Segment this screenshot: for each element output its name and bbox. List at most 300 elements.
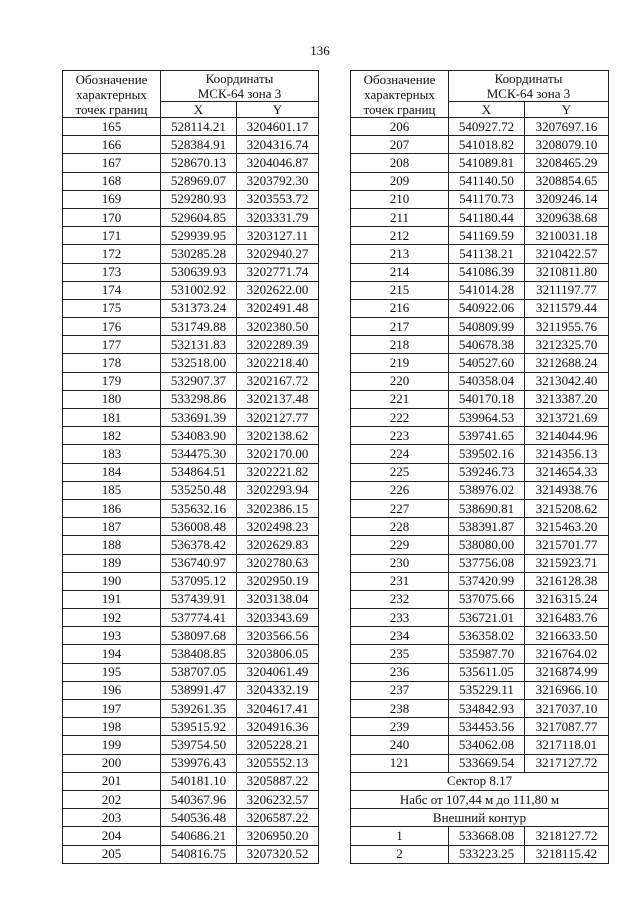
x-coordinate-cell: 540358.04 xyxy=(449,372,525,390)
x-coordinate-cell: 540181.10 xyxy=(161,772,237,790)
coordinates-table-left xyxy=(62,70,319,864)
y-coordinate-cell: 3202289.39 xyxy=(237,336,319,354)
point-number-cell: 168 xyxy=(63,172,161,190)
y-coordinate-cell: 3203343.69 xyxy=(237,609,319,627)
table-row xyxy=(63,390,319,408)
sector-subtitle: Набс от 107,44 м до 111,80 м xyxy=(351,790,609,808)
point-number-cell: 176 xyxy=(63,318,161,336)
table-row xyxy=(63,663,319,681)
table-row xyxy=(63,318,319,336)
point-number-cell: 219 xyxy=(351,354,449,372)
x-coordinate-cell: 536721.01 xyxy=(449,609,525,627)
point-number-cell: 235 xyxy=(351,645,449,663)
table-row xyxy=(351,736,609,754)
table-row xyxy=(63,809,319,827)
table-row xyxy=(63,518,319,536)
y-coordinate-cell: 3206587.22 xyxy=(237,809,319,827)
y-coordinate-cell: 3214044.96 xyxy=(525,427,609,445)
y-coordinate-cell: 3202218.40 xyxy=(237,354,319,372)
table-row xyxy=(351,154,609,172)
x-coordinate-cell: 539741.65 xyxy=(449,427,525,445)
point-number-cell: 184 xyxy=(63,463,161,481)
x-coordinate-cell: 540922.06 xyxy=(449,299,525,317)
y-coordinate-cell: 3205887.22 xyxy=(237,772,319,790)
table-row xyxy=(351,499,609,517)
x-coordinate-cell: 529604.85 xyxy=(161,208,237,226)
x-coordinate-cell: 534842.93 xyxy=(449,700,525,718)
point-number-cell: 225 xyxy=(351,463,449,481)
point-number-cell: 190 xyxy=(63,572,161,590)
table-row xyxy=(63,481,319,499)
y-coordinate-cell: 3214356.13 xyxy=(525,445,609,463)
x-coordinate-cell: 538097.68 xyxy=(161,627,237,645)
y-coordinate-cell: 3202629.83 xyxy=(237,536,319,554)
table-row xyxy=(351,627,609,645)
y-coordinate-cell: 3216764.02 xyxy=(525,645,609,663)
table-row xyxy=(63,427,319,445)
y-coordinate-cell: 3211955.76 xyxy=(525,318,609,336)
y-coordinate-cell: 3211579.44 xyxy=(525,299,609,317)
x-coordinate-cell: 540927.72 xyxy=(449,118,525,136)
x-coordinate-cell: 540527.60 xyxy=(449,354,525,372)
x-coordinate-cell: 538707.05 xyxy=(161,663,237,681)
y-coordinate-cell: 3210422.57 xyxy=(525,245,609,263)
table-row xyxy=(351,463,609,481)
table-row xyxy=(351,336,609,354)
y-coordinate-cell: 3202221.82 xyxy=(237,463,319,481)
point-number-cell: 227 xyxy=(351,499,449,517)
x-coordinate-cell: 540170.18 xyxy=(449,390,525,408)
table-row xyxy=(63,463,319,481)
y-coordinate-cell: 3202498.23 xyxy=(237,518,319,536)
table-row xyxy=(63,536,319,554)
page-number: 136 xyxy=(310,43,330,58)
point-number-cell: 177 xyxy=(63,336,161,354)
x-coordinate-cell: 541086.39 xyxy=(449,263,525,281)
x-coordinate-cell: 540536.48 xyxy=(161,809,237,827)
table-row xyxy=(63,790,319,808)
y-coordinate-cell: 3203553.72 xyxy=(237,190,319,208)
point-number-cell: 224 xyxy=(351,445,449,463)
x-header: X xyxy=(449,102,525,118)
y-coordinate-cell: 3202940.27 xyxy=(237,245,319,263)
y-coordinate-cell: 3213387.20 xyxy=(525,390,609,408)
table-row xyxy=(351,645,609,663)
point-number-cell: 195 xyxy=(63,663,161,681)
x-coordinate-cell: 536008.48 xyxy=(161,518,237,536)
table-row xyxy=(351,536,609,554)
y-coordinate-cell: 3216874.99 xyxy=(525,663,609,681)
point-number-cell: 175 xyxy=(63,299,161,317)
x-coordinate-cell: 541140.50 xyxy=(449,172,525,190)
point-number-cell: 221 xyxy=(351,390,449,408)
table-row xyxy=(63,263,319,281)
point-number-cell: 185 xyxy=(63,481,161,499)
x-coordinate-cell: 541018.82 xyxy=(449,136,525,154)
point-number-cell: 233 xyxy=(351,609,449,627)
table-row xyxy=(63,718,319,736)
y-coordinate-cell: 3207697.16 xyxy=(525,118,609,136)
y-coordinate-cell: 3217118.01 xyxy=(525,736,609,754)
x-coordinate-cell: 539261.35 xyxy=(161,700,237,718)
y-coordinate-cell: 3215463.20 xyxy=(525,518,609,536)
y-coordinate-cell: 3217127.72 xyxy=(525,754,609,772)
point-number-cell: 229 xyxy=(351,536,449,554)
y-coordinate-cell: 3211197.77 xyxy=(525,281,609,299)
x-coordinate-cell: 532907.37 xyxy=(161,372,237,390)
point-number-cell: 178 xyxy=(63,354,161,372)
y-coordinate-cell: 3218115.42 xyxy=(525,845,609,863)
sector-title: Сектор 8.17 xyxy=(351,772,609,790)
x-coordinate-cell: 538976.02 xyxy=(449,481,525,499)
point-number-cell: 240 xyxy=(351,736,449,754)
point-number-cell: 220 xyxy=(351,372,449,390)
point-number-cell: 203 xyxy=(63,809,161,827)
x-coordinate-cell: 530285.28 xyxy=(161,245,237,263)
y-coordinate-cell: 3208465.29 xyxy=(525,154,609,172)
point-number-cell: 202 xyxy=(63,790,161,808)
table-row xyxy=(63,190,319,208)
table-row xyxy=(351,208,609,226)
table-row xyxy=(351,518,609,536)
point-number-cell: 166 xyxy=(63,136,161,154)
y-coordinate-cell: 3202293.94 xyxy=(237,481,319,499)
point-number-cell: 205 xyxy=(63,845,161,863)
y-coordinate-cell: 3217037.10 xyxy=(525,700,609,718)
point-number-cell: 193 xyxy=(63,627,161,645)
point-number-cell: 173 xyxy=(63,263,161,281)
x-coordinate-cell: 531373.24 xyxy=(161,299,237,317)
y-coordinate-cell: 3207320.52 xyxy=(237,845,319,863)
point-number-cell: 191 xyxy=(63,590,161,608)
point-number-cell: 228 xyxy=(351,518,449,536)
table-row xyxy=(351,609,609,627)
point-number-cell: 232 xyxy=(351,590,449,608)
point-number-cell: 212 xyxy=(351,227,449,245)
x-coordinate-cell: 539754.50 xyxy=(161,736,237,754)
x-coordinate-cell: 532131.83 xyxy=(161,336,237,354)
point-number-cell: 215 xyxy=(351,281,449,299)
x-coordinate-cell: 536378.42 xyxy=(161,536,237,554)
y-coordinate-cell: 3209638.68 xyxy=(525,208,609,226)
table-row xyxy=(351,681,609,699)
table-row xyxy=(351,718,609,736)
x-coordinate-cell: 540686.21 xyxy=(161,827,237,845)
x-coordinate-cell: 535250.48 xyxy=(161,481,237,499)
y-coordinate-cell: 3214938.76 xyxy=(525,481,609,499)
point-number-cell: 209 xyxy=(351,172,449,190)
coordinates-table-right xyxy=(350,70,609,864)
point-number-cell: 2 xyxy=(351,845,449,863)
point-number-cell: 180 xyxy=(63,390,161,408)
table-row xyxy=(63,281,319,299)
x-coordinate-cell: 533223.25 xyxy=(449,845,525,863)
point-number-cell: 237 xyxy=(351,681,449,699)
x-coordinate-cell: 539515.92 xyxy=(161,718,237,736)
table-row xyxy=(351,845,609,863)
table-row xyxy=(351,136,609,154)
x-coordinate-cell: 539976.43 xyxy=(161,754,237,772)
point-number-cell: 196 xyxy=(63,681,161,699)
table-row xyxy=(63,208,319,226)
point-number-cell: 1 xyxy=(351,827,449,845)
table-row xyxy=(351,572,609,590)
y-coordinate-cell: 3203138.04 xyxy=(237,590,319,608)
y-coordinate-cell: 3202771.74 xyxy=(237,263,319,281)
x-coordinate-cell: 537439.91 xyxy=(161,590,237,608)
point-number-cell: 211 xyxy=(351,208,449,226)
x-coordinate-cell: 540678.38 xyxy=(449,336,525,354)
table-row xyxy=(351,590,609,608)
x-coordinate-cell: 535229.11 xyxy=(449,681,525,699)
y-coordinate-cell: 3203331.79 xyxy=(237,208,319,226)
x-coordinate-cell: 535611.05 xyxy=(449,663,525,681)
x-coordinate-cell: 534475.30 xyxy=(161,445,237,463)
x-coordinate-cell: 529280.93 xyxy=(161,190,237,208)
point-number-cell: 204 xyxy=(63,827,161,845)
y-coordinate-cell: 3204617.41 xyxy=(237,700,319,718)
left-table-body xyxy=(63,118,319,864)
table-row xyxy=(63,845,319,863)
point-number-cell: 171 xyxy=(63,227,161,245)
point-number-cell: 121 xyxy=(351,754,449,772)
coords-header: Координаты МСК-64 зона 3 xyxy=(449,71,609,102)
y-coordinate-cell: 3215208.62 xyxy=(525,499,609,517)
y-coordinate-cell: 3202491.48 xyxy=(237,299,319,317)
x-coordinate-cell: 536740.97 xyxy=(161,554,237,572)
table-row xyxy=(351,481,609,499)
contour-label: Внешний контур xyxy=(351,809,609,827)
x-coordinate-cell: 537095.12 xyxy=(161,572,237,590)
y-coordinate-cell: 3212325.70 xyxy=(525,336,609,354)
point-number-cell: 174 xyxy=(63,281,161,299)
x-coordinate-cell: 541089.81 xyxy=(449,154,525,172)
y-coordinate-cell: 3204601.17 xyxy=(237,118,319,136)
x-coordinate-cell: 533298.86 xyxy=(161,390,237,408)
y-coordinate-cell: 3215923.71 xyxy=(525,554,609,572)
x-coordinate-cell: 541170.73 xyxy=(449,190,525,208)
x-coordinate-cell: 528670.13 xyxy=(161,154,237,172)
x-coordinate-cell: 539502.16 xyxy=(449,445,525,463)
x-coordinate-cell: 541138.21 xyxy=(449,245,525,263)
x-coordinate-cell: 535632.16 xyxy=(161,499,237,517)
table-row xyxy=(63,645,319,663)
table-row xyxy=(63,700,319,718)
y-coordinate-cell: 3204332.19 xyxy=(237,681,319,699)
table-row xyxy=(63,627,319,645)
table-row xyxy=(351,172,609,190)
table-row xyxy=(63,354,319,372)
y-coordinate-cell: 3206950.20 xyxy=(237,827,319,845)
x-coordinate-cell: 535987.70 xyxy=(449,645,525,663)
y-coordinate-cell: 3217087.77 xyxy=(525,718,609,736)
point-number-cell: 186 xyxy=(63,499,161,517)
table-row xyxy=(63,299,319,317)
y-coordinate-cell: 3202167.72 xyxy=(237,372,319,390)
point-number-cell: 234 xyxy=(351,627,449,645)
point-number-cell: 187 xyxy=(63,518,161,536)
x-coordinate-cell: 536358.02 xyxy=(449,627,525,645)
table-row xyxy=(63,609,319,627)
point-number-cell: 223 xyxy=(351,427,449,445)
y-coordinate-cell: 3202780.63 xyxy=(237,554,319,572)
point-number-cell: 199 xyxy=(63,736,161,754)
table-row xyxy=(63,772,319,790)
x-coordinate-cell: 533668.08 xyxy=(449,827,525,845)
table-row xyxy=(351,263,609,281)
y-coordinate-cell: 3216315.24 xyxy=(525,590,609,608)
x-coordinate-cell: 538080.00 xyxy=(449,536,525,554)
y-coordinate-cell: 3206232.57 xyxy=(237,790,319,808)
point-number-cell: 183 xyxy=(63,445,161,463)
point-number-cell: 239 xyxy=(351,718,449,736)
y-coordinate-cell: 3213042.40 xyxy=(525,372,609,390)
table-row xyxy=(63,827,319,845)
point-number-cell: 210 xyxy=(351,190,449,208)
x-coordinate-cell: 528969.07 xyxy=(161,172,237,190)
x-coordinate-cell: 537420.99 xyxy=(449,572,525,590)
point-number-cell: 189 xyxy=(63,554,161,572)
y-coordinate-cell: 3205552.13 xyxy=(237,754,319,772)
point-number-cell: 201 xyxy=(63,772,161,790)
point-number-cell: 197 xyxy=(63,700,161,718)
y-coordinate-cell: 3216483.76 xyxy=(525,609,609,627)
point-number-cell: 182 xyxy=(63,427,161,445)
table-row xyxy=(63,245,319,263)
y-coordinate-cell: 3204316.74 xyxy=(237,136,319,154)
point-header: Обозначение характерных точек границ xyxy=(63,71,161,118)
x-coordinate-cell: 539964.53 xyxy=(449,409,525,427)
x-coordinate-cell: 533669.54 xyxy=(449,754,525,772)
y-coordinate-cell: 3205228.21 xyxy=(237,736,319,754)
y-coordinate-cell: 3202622.00 xyxy=(237,281,319,299)
y-coordinate-cell: 3213721.69 xyxy=(525,409,609,427)
point-number-cell: 236 xyxy=(351,663,449,681)
y-coordinate-cell: 3208854.65 xyxy=(525,172,609,190)
contour-label-row xyxy=(351,809,609,827)
table-row xyxy=(63,372,319,390)
table-row xyxy=(63,590,319,608)
table-row xyxy=(351,281,609,299)
point-number-cell: 216 xyxy=(351,299,449,317)
table-row xyxy=(351,663,609,681)
point-number-cell: 188 xyxy=(63,536,161,554)
x-coordinate-cell: 531002.92 xyxy=(161,281,237,299)
y-coordinate-cell: 3216633.50 xyxy=(525,627,609,645)
y-coordinate-cell: 3204046.87 xyxy=(237,154,319,172)
y-coordinate-cell: 3216966.10 xyxy=(525,681,609,699)
x-coordinate-cell: 538391.87 xyxy=(449,518,525,536)
table-row xyxy=(351,445,609,463)
table-row xyxy=(351,227,609,245)
y-coordinate-cell: 3215701.77 xyxy=(525,536,609,554)
table-row xyxy=(351,318,609,336)
point-header: Обозначение характерных точек границ xyxy=(351,71,449,118)
x-coordinate-cell: 540809.99 xyxy=(449,318,525,336)
point-number-cell: 217 xyxy=(351,318,449,336)
y-coordinate-cell: 3209246.14 xyxy=(525,190,609,208)
point-number-cell: 165 xyxy=(63,118,161,136)
point-number-cell: 192 xyxy=(63,609,161,627)
y-coordinate-cell: 3210031.18 xyxy=(525,227,609,245)
table-row xyxy=(351,409,609,427)
x-coordinate-cell: 534864.51 xyxy=(161,463,237,481)
y-coordinate-cell: 3202380.50 xyxy=(237,318,319,336)
table-row xyxy=(351,700,609,718)
point-number-cell: 230 xyxy=(351,554,449,572)
x-coordinate-cell: 529939.95 xyxy=(161,227,237,245)
x-coordinate-cell: 534453.56 xyxy=(449,718,525,736)
table-row xyxy=(351,299,609,317)
table-row xyxy=(63,736,319,754)
point-number-cell: 179 xyxy=(63,372,161,390)
point-number-cell: 231 xyxy=(351,572,449,590)
x-coordinate-cell: 528384.91 xyxy=(161,136,237,154)
x-coordinate-cell: 537756.08 xyxy=(449,554,525,572)
y-coordinate-cell: 3216128.38 xyxy=(525,572,609,590)
sector-subtitle-row xyxy=(351,790,609,808)
table-row xyxy=(63,336,319,354)
table-row xyxy=(63,154,319,172)
x-coordinate-cell: 541169.59 xyxy=(449,227,525,245)
point-number-cell: 207 xyxy=(351,136,449,154)
point-number-cell: 198 xyxy=(63,718,161,736)
x-coordinate-cell: 528114.21 xyxy=(161,118,237,136)
x-coordinate-cell: 538991.47 xyxy=(161,681,237,699)
table-row xyxy=(63,445,319,463)
point-number-cell: 238 xyxy=(351,700,449,718)
y-coordinate-cell: 3203806.05 xyxy=(237,645,319,663)
point-number-cell: 167 xyxy=(63,154,161,172)
table-row xyxy=(63,409,319,427)
y-coordinate-cell: 3202138.62 xyxy=(237,427,319,445)
x-coordinate-cell: 540816.75 xyxy=(161,845,237,863)
table-row xyxy=(351,372,609,390)
table-row xyxy=(351,754,609,772)
point-number-cell: 214 xyxy=(351,263,449,281)
y-header: Y xyxy=(237,102,319,118)
x-coordinate-cell: 537075.66 xyxy=(449,590,525,608)
point-number-cell: 200 xyxy=(63,754,161,772)
point-number-cell: 172 xyxy=(63,245,161,263)
point-number-cell: 213 xyxy=(351,245,449,263)
y-coordinate-cell: 3210811.80 xyxy=(525,263,609,281)
y-coordinate-cell: 3202386.15 xyxy=(237,499,319,517)
x-coordinate-cell: 534083.90 xyxy=(161,427,237,445)
y-header: Y xyxy=(525,102,609,118)
table-row xyxy=(351,390,609,408)
y-coordinate-cell: 3202950.19 xyxy=(237,572,319,590)
y-coordinate-cell: 3202170.00 xyxy=(237,445,319,463)
y-coordinate-cell: 3208079.10 xyxy=(525,136,609,154)
table-row xyxy=(351,245,609,263)
y-coordinate-cell: 3212688.24 xyxy=(525,354,609,372)
table-row xyxy=(351,554,609,572)
x-header: X xyxy=(161,102,237,118)
right-table-body xyxy=(351,118,609,864)
table-row xyxy=(63,136,319,154)
x-coordinate-cell: 530639.93 xyxy=(161,263,237,281)
sector-title-row xyxy=(351,772,609,790)
x-coordinate-cell: 538408.85 xyxy=(161,645,237,663)
x-coordinate-cell: 531749.88 xyxy=(161,318,237,336)
table-row xyxy=(351,827,609,845)
table-row xyxy=(351,427,609,445)
y-coordinate-cell: 3218127.72 xyxy=(525,827,609,845)
x-coordinate-cell: 540367.96 xyxy=(161,790,237,808)
y-coordinate-cell: 3202127.77 xyxy=(237,409,319,427)
x-coordinate-cell: 541014.28 xyxy=(449,281,525,299)
